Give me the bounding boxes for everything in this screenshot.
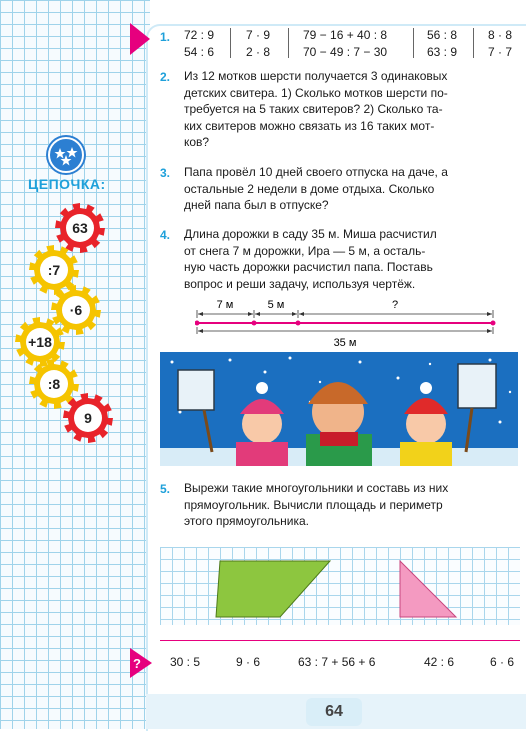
page-number: 64 xyxy=(306,698,362,726)
bottom-expr-1: 30 : 5 xyxy=(170,655,201,669)
chain-title: ЦЕПОЧКА: xyxy=(28,176,106,192)
task-3-text xyxy=(184,164,516,214)
gear-label: 9 xyxy=(84,410,92,426)
task-5-line: прямоугольник. Вычисли площадь и периметр xyxy=(184,497,443,512)
task-3-line: дней папа был в отпуске? xyxy=(184,198,329,212)
children-snow-illustration xyxy=(160,352,518,466)
task-1-col-5-top: 8 · 8 xyxy=(488,28,513,42)
task-1-col-3-top: 79 − 16 + 40 : 8 xyxy=(303,28,388,42)
segment-label-misha: 7 м xyxy=(216,299,234,311)
task-1-col-3-bottom: 70 − 49 : 7 − 30 xyxy=(303,45,388,59)
segment-label-total: 35 м xyxy=(333,337,357,348)
task-4-line: ную часть дорожки расчистил папа. Поставь xyxy=(184,260,433,274)
task-1-col-2-top: 7 · 9 xyxy=(246,28,271,42)
pink-triangle xyxy=(400,561,456,617)
gear-label: +18 xyxy=(28,334,52,350)
separator xyxy=(413,28,414,58)
polygon-grid xyxy=(160,547,520,625)
task-5-line: Вырежи такие многоугольники и составь из них xyxy=(184,481,449,495)
task-1-number: 1. xyxy=(160,30,171,44)
task-3-number: 3. xyxy=(160,166,171,180)
separator xyxy=(288,28,289,58)
task-4-text xyxy=(184,226,516,292)
task-2-line: ких свитеров можно связать из 16 таких мот- xyxy=(184,118,435,133)
task-2-line: требуется на 5 таких свитеров? 2) Сколько та- xyxy=(184,102,443,116)
svg-text:?: ? xyxy=(133,656,141,671)
task-5-text xyxy=(184,480,516,530)
segment-label-unknown: ? xyxy=(391,299,399,311)
task-4-line: от снега 7 м дорожки, Ира — 5 м, а осталь- xyxy=(184,243,426,258)
separator xyxy=(473,28,474,58)
task-1-col-1-bottom: 54 : 6 xyxy=(184,45,215,59)
gear-label: :8 xyxy=(47,376,61,392)
gear-label: :7 xyxy=(47,262,61,278)
task-4-line: вопрос и реши задачу, используя чертёж. xyxy=(184,276,416,291)
bottom-expr-3: 63 : 7 + 56 + 6 xyxy=(298,655,376,669)
star-icon xyxy=(48,137,84,173)
task-1-col-4-bottom: 63 : 9 xyxy=(427,45,458,59)
task-2-line: детских свитера. 1) Сколько мотков шерсти по- xyxy=(184,85,448,100)
task-2-number: 2. xyxy=(160,70,171,84)
gear-label: ·6 xyxy=(69,302,83,318)
chain-gear xyxy=(62,392,114,444)
task-2-line: ков? xyxy=(184,135,210,149)
task-4-line: Длина дорожки в саду 35 м. Миша расчистил xyxy=(184,227,437,241)
task-5-line: этого прямоугольника. xyxy=(184,514,309,528)
task-3-line: остальные 2 недели в доме отдыха. Сколько xyxy=(184,181,435,196)
green-trapezoid xyxy=(216,561,330,617)
task-2-line: Из 12 мотков шерсти получается 3 одинаковых xyxy=(184,69,448,83)
segment-diagram xyxy=(195,296,500,348)
segment-label-ira: 5 м xyxy=(267,299,285,311)
bottom-expr-5: 6 · 6 xyxy=(490,655,515,669)
task-1-col-5-bottom: 7 · 7 xyxy=(488,45,513,59)
task-2-text xyxy=(184,68,516,151)
bottom-expr-4: 42 : 6 xyxy=(424,655,455,669)
task-4-number: 4. xyxy=(160,228,171,242)
task-1-col-1-top: 72 : 9 xyxy=(184,28,215,42)
task-5-number: 5. xyxy=(160,482,171,496)
task-3-line: Папа провёл 10 дней своего отпуска на даче, а xyxy=(184,165,448,179)
question-marker-icon xyxy=(130,648,152,678)
divider-line xyxy=(160,640,520,641)
gear-label: 63 xyxy=(72,220,88,236)
task-marker-icon xyxy=(130,23,150,55)
task-1-col-4-top: 56 : 8 xyxy=(427,28,458,42)
bottom-expr-2: 9 · 6 xyxy=(236,655,261,669)
separator xyxy=(230,28,231,58)
task-1-col-2-bottom: 2 · 8 xyxy=(246,45,271,59)
